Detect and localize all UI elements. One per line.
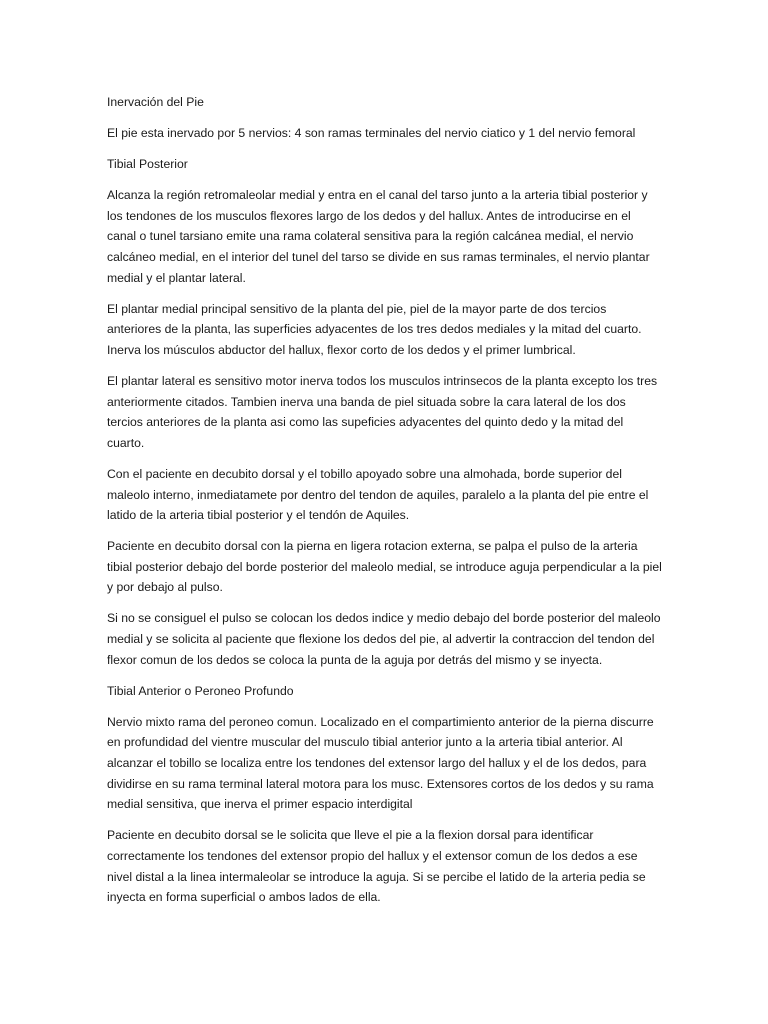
section-heading-tibial-posterior: Tibial Posterior: [107, 157, 188, 172]
paragraph: Alcanza la región retromaleolar medial y entra en el canal del tarso junto a la arteria tibial posterior y los tendones de los musculos flexores largo de los dedos y del hallux. Antes de introducirse en el canal o tunel tarsiano emite una rama colateral sensitiva para la región calcánea medial, el nervio calcáneo medial, en el interior del tunel del tarso se divide en sus ramas terminales, el nervio plantar medial y el plantar lateral.: [107, 188, 650, 285]
paragraph: Nervio mixto rama del peroneo comun. Localizado en el compartimiento anterior de la pierna discurre en profundidad del vientre muscular del musculo tibial anterior junto a la arteria tibial anterior. Al alcanzar el tobillo se localiza entre los tendones del extensor largo del hallux y el de los dedos, para dividirse en su rama terminal lateral motora para los musc. Extensores cortos de los dedos y su rama medial sensitiva, que inerva el primer espacio interdigital: [107, 714, 654, 812]
intro-paragraph: El pie esta inervado por 5 nervios: 4 son ramas terminales del nervio ciatico y 1 del nervio femoral: [107, 126, 636, 141]
paragraph: El plantar lateral es sensitivo motor inerva todos los musculos intrinsecos de la planta excepto los tres anteriormente citados. Tambien inerva una banda de piel situada sobre la cara lateral de los dos tercios anteriores de la planta asi como las supeficies adyacentes del quinto dedo y la mitad del cuarto.: [107, 374, 658, 450]
paragraph: Si no se consiguel el pulso se colocan los dedos indice y medio debajo del borde posterior del maleolo medial y se solicita al paciente que flexione los dedos del pie, al advertir la contraccion del tendon del flexor comun de los dedos se coloca la punta de la aguja por detrás del mismo y se inyecta.: [107, 611, 661, 667]
paragraph: El plantar medial principal sensitivo de la planta del pie, piel de la mayor parte de dos tercios anteriores de la planta, las superficies adyacentes de los tres dedos mediales y la mitad del cuarto. Inerva los músculos abductor del hallux, flexor corto de los dedos y el primer lumbrical.: [107, 301, 642, 357]
paragraph: Paciente en decubito dorsal se le solicita que lleve el pie a la flexion dorsal para identificar correctamente los tendones del extensor propio del hallux y el extensor comun de los dedos a ese nivel distal a la linea intermaleolar se introduce la aguja. Si se percibe el latido de la arteria pedia se inyecta en forma superficial o ambos lados de ella.: [107, 828, 646, 905]
paragraph: Paciente en decubito dorsal con la pierna en ligera rotacion externa, se palpa el pulso de la arteria tibial posterior debajo del borde posterior del maleolo medial, se introduce aguja perpendicular a la piel y por debajo al pulso.: [107, 539, 662, 595]
section-heading-tibial-anterior: Tibial Anterior o Peroneo Profundo: [107, 683, 294, 698]
paragraph: Con el paciente en decubito dorsal y el tobillo apoyado sobre una almohada, borde superior del maleolo interno, inmediatamete por dentro del tendon de aquiles, paralelo a la planta del pie entre el latido de la arteria tibial posterior y el tendón de Aquiles.: [107, 466, 649, 523]
document-title: Inervación del Pie: [107, 95, 204, 109]
document-page: [107, 92, 663, 918]
